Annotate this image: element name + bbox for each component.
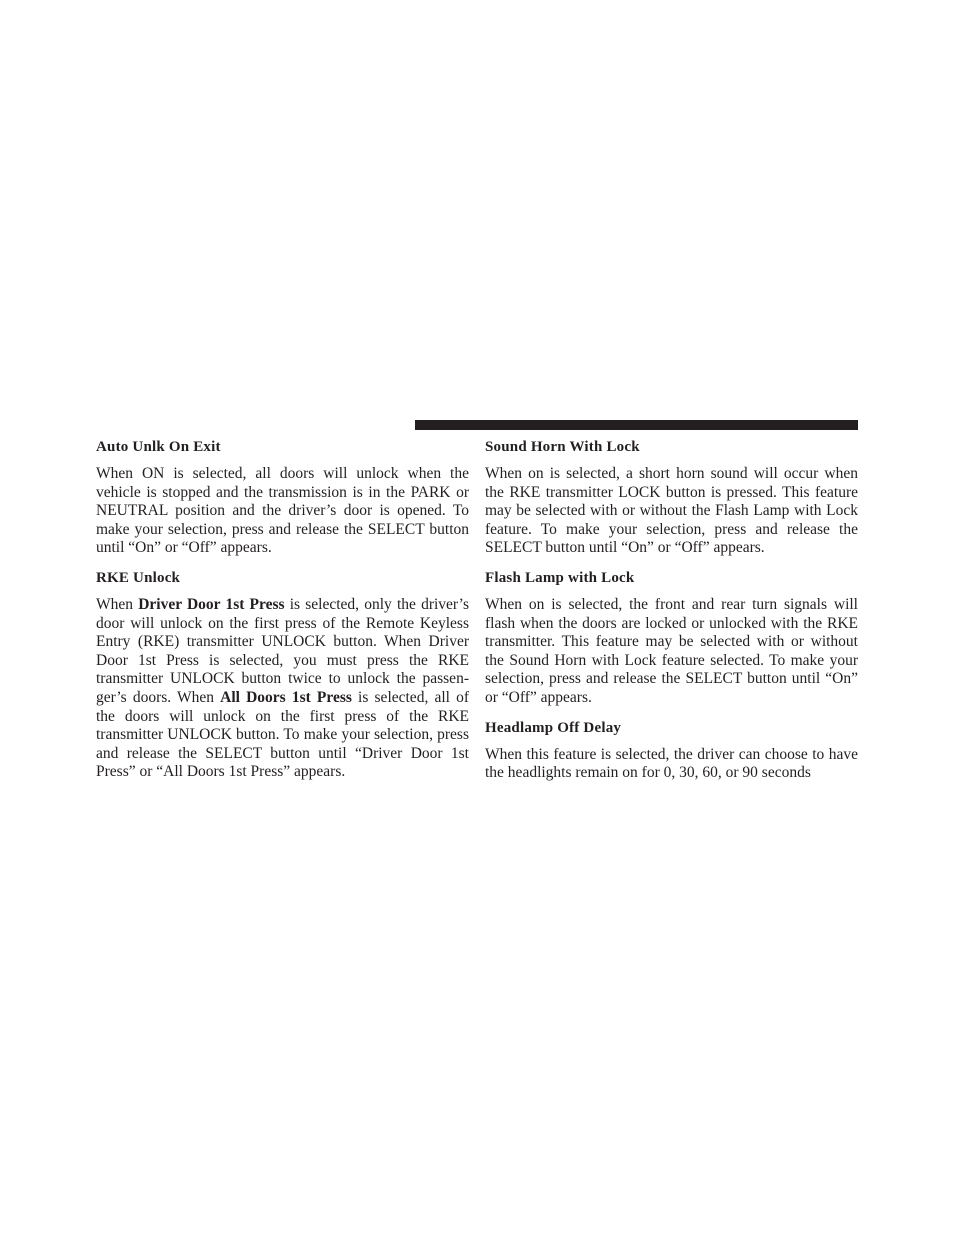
section-heading-sound-horn-with-lock: Sound Horn With Lock xyxy=(485,439,640,455)
section-heading-headlamp-off-delay: Headlamp Off Delay xyxy=(485,719,622,736)
body-text: is selected, all of the doors will unlock on the first press of the RKE transmitter UNLOCK button. To make your selection, press and release the SELECT button until “Driver Door 1st Press” or “All Doors 1st Press” appears. xyxy=(96,688,469,781)
bold-term-driver-door-1st-press: Driver Door 1st Press xyxy=(138,595,285,613)
section-body-sound-horn-with-lock: When on is selected, a short horn sound will occur when the RKE transmitter LOCK button is pressed. This feature may be selected with or without the Flash Lamp with Lock feature. To make your selection, press and release the SELECT button until “On” or “Off” appears. xyxy=(485,465,858,557)
section-body-flash-lamp-with-lock: When on is selected, the front and rear turn signals will flash when the doors are locked or unlocked with the RKE transmitter. This feature may be selected with or without the Sound Horn with Lock feature selected. To make your selection, press and release the SELECT button until “On” or “Off” appears. xyxy=(485,595,858,706)
right-column xyxy=(485,438,858,794)
section-heading-rke-unlock: RKE Unlock xyxy=(96,569,181,586)
header-rule xyxy=(415,420,858,430)
bold-term-all-doors-1st-press: All Doors 1st Press xyxy=(220,688,352,706)
body-text: When xyxy=(96,595,139,613)
body-text: is selected, only the driver’s door will unlock on the first press of the Remote Keyless Entry (RKE) transmitter UNLOCK button. When Driver Door 1st Press is selected, you must press the RKE transmitter UNLOCK button twice to unlock the passenger’s doors. When xyxy=(96,595,469,706)
section-heading-flash-lamp-with-lock: Flash Lamp with Lock xyxy=(485,569,635,586)
section-body-headlamp-off-delay: When this feature is selected, the driver can choose to have the headlights remain on for 0, 30, 60, or 90 seconds xyxy=(485,745,858,782)
section-heading-auto-unlk-on-exit: Auto Unlk On Exit xyxy=(96,439,221,455)
section-body-auto-unlk-on-exit: When ON is selected, all doors will unlock when the vehicle is stopped and the transmission is in the PARK or NEUTRAL position and the driver’s door is opened. To make your selection, press and release the SELECT button until “On” or “Off” appears. xyxy=(96,465,469,557)
left-column xyxy=(96,438,469,793)
section-body-rke-unlock xyxy=(96,596,469,782)
